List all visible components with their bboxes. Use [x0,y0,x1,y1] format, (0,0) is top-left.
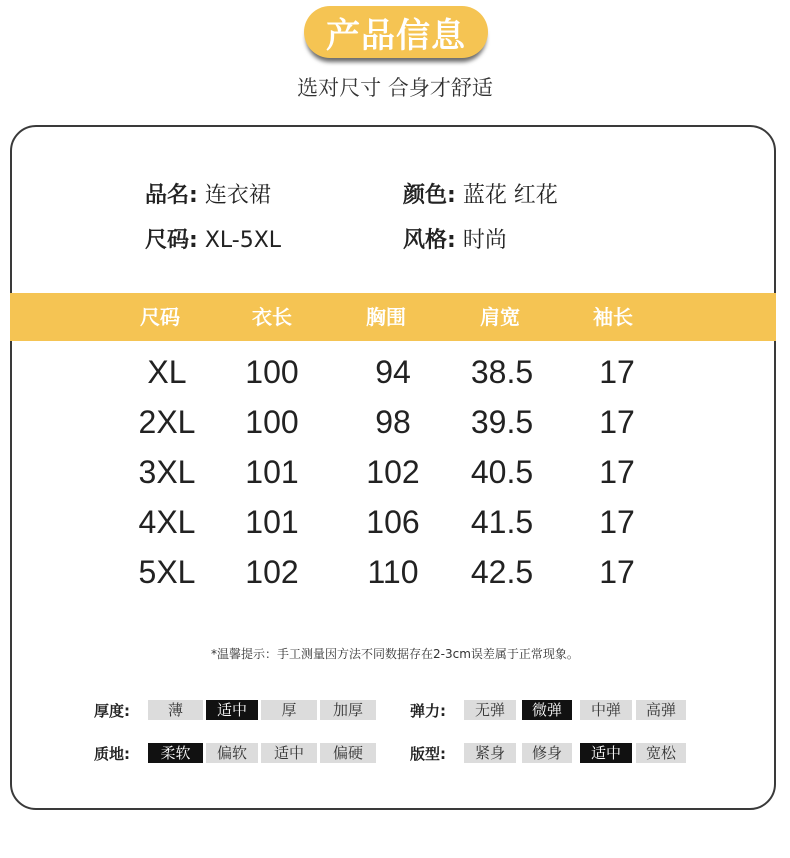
product-name [145,178,271,209]
table-cell: 17 [599,454,635,490]
table-cell: 100 [245,354,299,390]
table-cell: 102 [245,554,299,590]
table-cell: 41.5 [470,504,534,540]
column-header: 尺码 [140,305,180,329]
fit-option-tight: 紧身 [464,743,516,763]
product-style-value: 时尚 [462,228,507,253]
table-cell: 42.5 [470,554,534,590]
table-cell: 102 [366,454,420,490]
product-style-label: 风格: [403,228,456,253]
fit-option-loose: 宽松 [636,743,686,763]
table-cell: 98 [375,404,411,440]
thickness-option-medium: 适中 [206,700,258,720]
product-style [403,223,507,254]
table-cell: 106 [366,504,420,540]
table-cell: 2XL [138,404,196,440]
table-cell: XL [147,354,187,390]
table-cell: 17 [599,554,635,590]
table-cell: 17 [599,404,635,440]
elasticity-option-none: 无弹 [464,700,516,720]
table-cell: 4XL [138,504,196,540]
product-color [403,178,558,209]
elasticity-option-medium: 中弹 [580,700,632,720]
table-cell: 110 [367,554,419,590]
table-cell: 38.5 [470,354,534,390]
table-cell: 17 [599,504,635,540]
product-color-label: 颜色: [403,183,456,208]
table-cell: 100 [245,404,299,440]
elasticity-option-high: 高弹 [636,700,686,720]
texture-option-soft: 柔软 [148,743,203,763]
elasticity-label: 弹力: [410,702,446,720]
texture-option-slightly-hard: 偏硬 [320,743,376,763]
table-cell: 17 [599,354,635,390]
thickness-option-thick: 厚 [261,700,317,720]
table-cell: 39.5 [470,404,534,440]
table-cell: 5XL [138,554,196,590]
thickness-label: 厚度: [94,702,130,720]
column-header: 衣长 [252,305,292,329]
product-size [145,223,281,254]
table-cell: 101 [245,454,299,490]
column-header: 袖长 [593,305,633,329]
texture-label: 质地: [94,745,130,763]
table-cell: 101 [245,504,299,540]
measurement-note: *温馨提示：手工测量因方法不同数据存在2-3cm误差属于正常现象。 [211,647,579,661]
product-name-label: 品名: [145,183,198,208]
product-size-value: XL-5XL [204,228,282,253]
title-badge [304,6,488,58]
fit-option-slim: 修身 [522,743,572,763]
thickness-option-extra-thick: 加厚 [320,700,376,720]
elasticity-option-slight: 微弹 [522,700,572,720]
column-header: 胸围 [366,305,406,329]
texture-option-slightly-soft: 偏软 [206,743,258,763]
product-name-value: 连衣裙 [204,183,271,208]
page-title: 产品信息 [326,15,466,56]
table-cell: 3XL [138,454,196,490]
column-header: 肩宽 [480,305,520,329]
fit-option-regular: 适中 [580,743,632,763]
product-size-label: 尺码: [145,228,198,253]
texture-option-medium: 适中 [261,743,317,763]
page-subtitle: 选对尺寸 合身才舒适 [297,76,493,100]
thickness-option-thin: 薄 [148,700,203,720]
table-cell: 94 [375,354,411,390]
table-cell: 40.5 [470,454,534,490]
fit-label: 版型: [410,745,446,763]
product-color-value: 蓝花 红花 [462,183,558,208]
